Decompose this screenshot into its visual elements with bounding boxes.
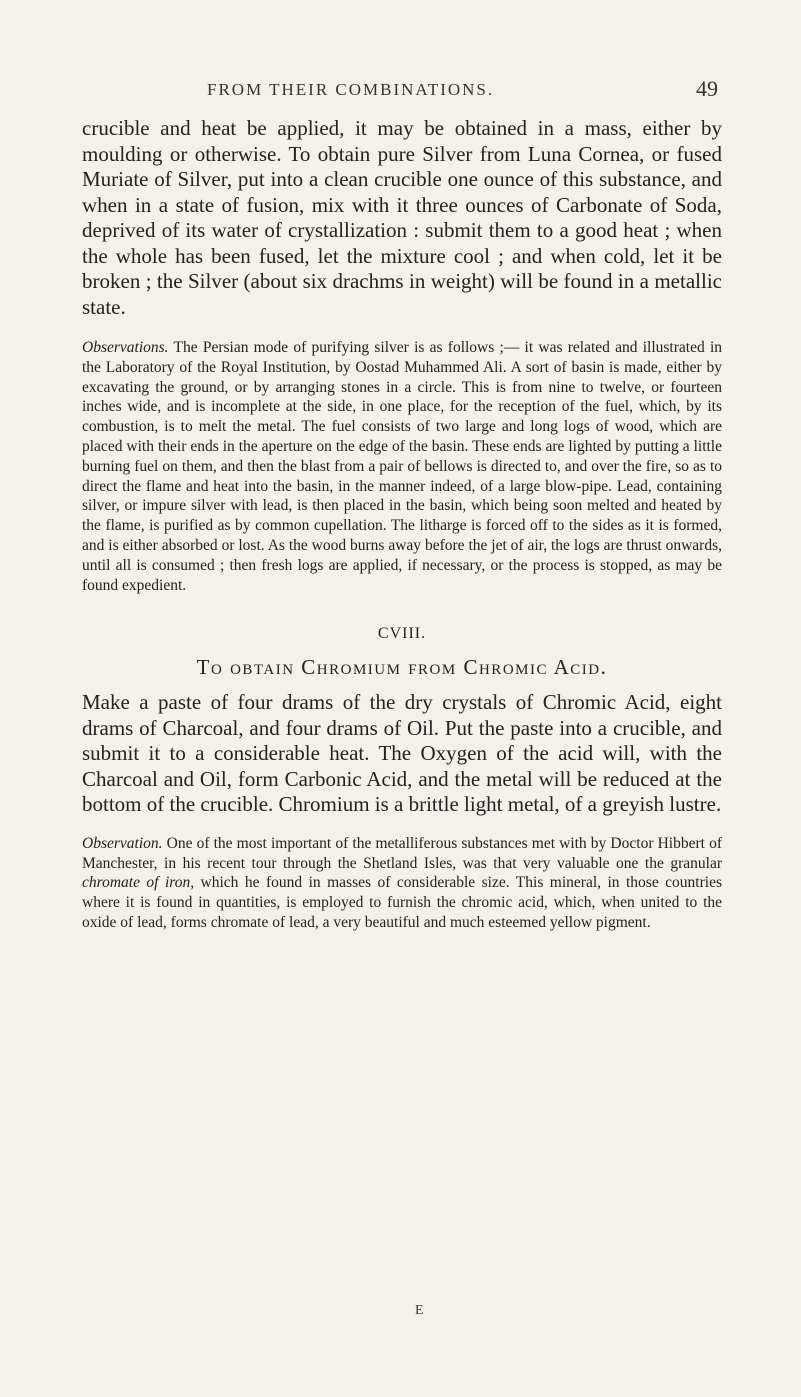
observation-italic-term: chromate of iron, xyxy=(82,874,195,892)
signature-mark: E xyxy=(415,1303,424,1318)
page-header xyxy=(82,70,722,110)
body-paragraph-silver: crucible and heat be applied, it may be obtained in a mass, either by moulding or otherwise. To obtain pure Silver from Luna Cornea, or fused Muriate of Silver, put into a clean crucible one ounce of this substance, and when in a state of fusion, mix with it three ounces of Carbonate of Soda, deprived of its water of crystallization : submit them to a good heat ; when the whole has been fused, let the mixture cool ; and when cold, let it be broken ; the Silver (about six drachms in weight) will be found in a metallic state. xyxy=(82,116,722,319)
page-number: 49 xyxy=(696,76,718,101)
body-paragraph-chromium: Make a paste of four drams of the dry crystals of Chromic Acid, eight drams of Charcoal, and four drams of Oil. Put the paste into a crucible, and submit it to a considerable heat. The Oxygen of the acid will, with the Charcoal and Oil, form Carbonic Acid, and the metal will be reduced at the bottom of the crucible. Chromium is a brittle light metal, of a greyish lustre. xyxy=(82,690,722,817)
observation-note-chromate xyxy=(82,834,722,933)
observation-label: Observation. xyxy=(82,834,163,852)
section-title: To obtain Chromium from Chromic Acid. xyxy=(196,655,608,680)
observation-note-persian-method xyxy=(82,338,722,595)
observation-text-start: One of the most important of the metalliferous substances met with by Doctor Hibbert of Manchester, in his recent tour through the Shetland Isles, was that very valuable one the granular xyxy=(82,834,722,872)
observation-label: Observations. xyxy=(82,339,169,356)
observation-text: The Persian mode of purifying silver is as follows ;— it was related and illustrated in the Laboratory of the Royal Institution, by Oostad Muhammed Ali. A sort of basin is made, either by excavating the ground, or by arranging stones in a circle. This is from nine to twelve, or fourteen inches wide, and is incomplete at the side, in one place, for the reception of the fuel, which, by its combustion, is to melt the metal. The fuel consists of two large and long logs of wood, which are placed with their ends in the aperture on the edge of the basin. These ends are lighted by putting a little burning fuel on them, and then the blast from a pair of bellows is directed to, and over the fire, so as to direct the flame and heat into the basin, in the manner indeed, of a large blow-pipe. Lead, containing silver, or impure silver with lead, is then placed in the basin, which being soon melted and heated by the flame, is purified as by common cupellation. The litharge is forced off to the sides as it is formed, and is either absorbed or lost. As the wood burns away before the jet of air, the logs are thrust onwards, until all is consumed ; then fresh logs are applied, if necessary, or the process is stopped, as may be found expedient. xyxy=(82,339,722,594)
running-head: FROM THEIR COMBINATIONS. xyxy=(207,80,495,99)
page-content xyxy=(82,70,722,933)
section-number: CVIII. xyxy=(377,625,427,643)
observation-text-end: which he found in masses of considerable size. This mineral, in those countries where it is found in quantities, is employed to furnish the chromic acid, which, when united to the oxide of lead, forms chromate of lead, a very beautiful and much esteemed yellow pigment. xyxy=(82,874,722,932)
